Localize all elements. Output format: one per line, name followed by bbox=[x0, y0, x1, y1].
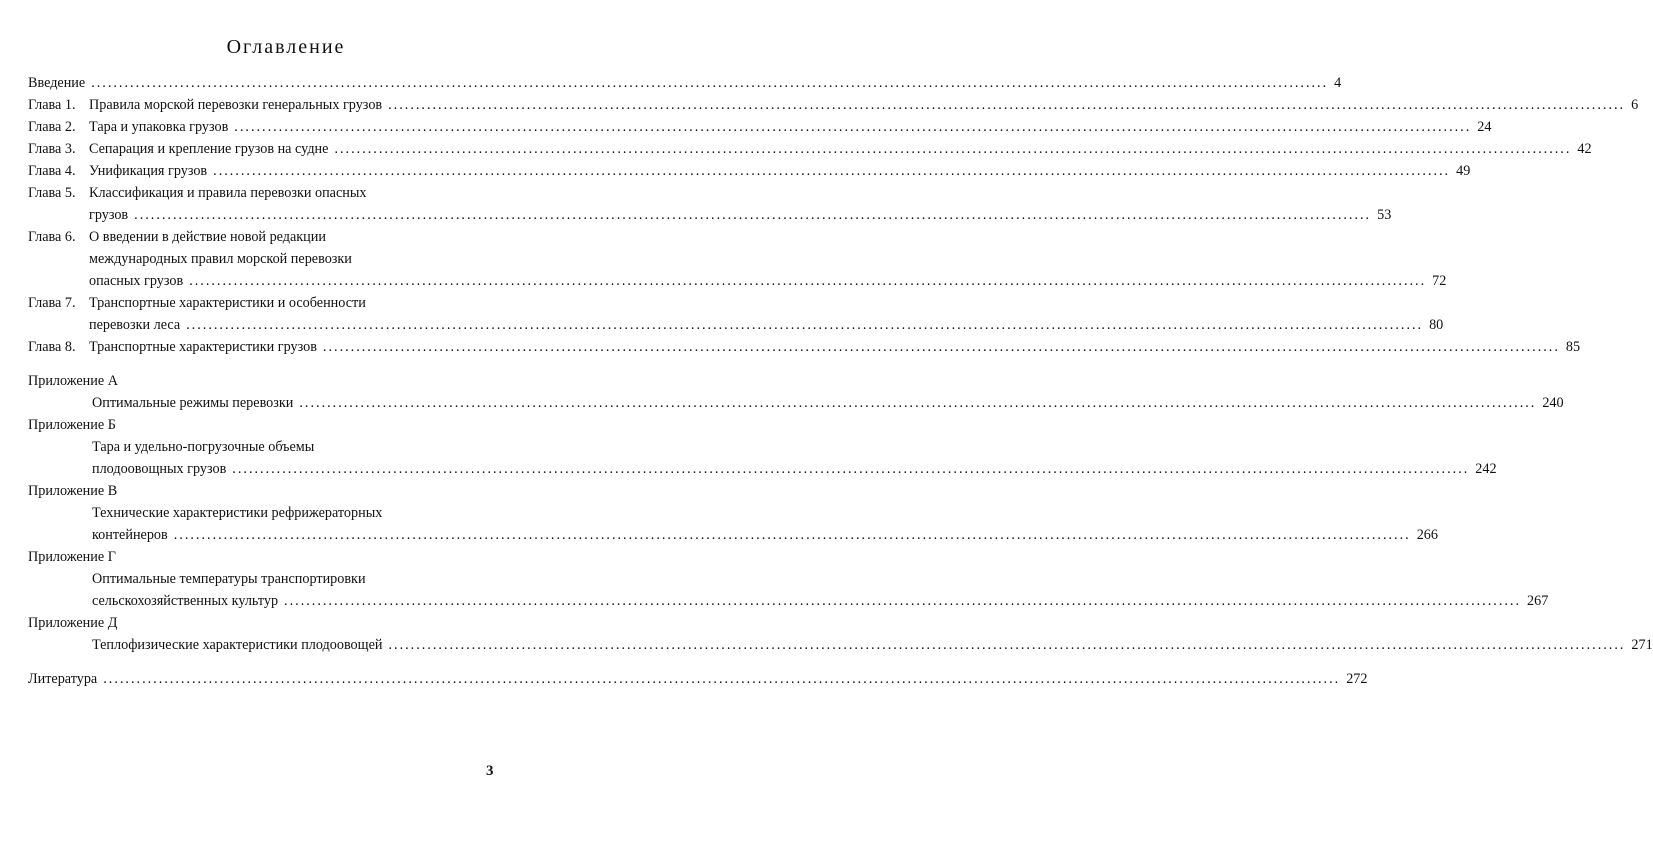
leader-dots bbox=[189, 270, 1426, 292]
toc-page-number: 271 bbox=[1631, 637, 1653, 653]
appendix-title-line: Оптимальные температуры транспортировки bbox=[92, 571, 366, 587]
appendix-label: Приложение В bbox=[28, 483, 118, 499]
chapter-title-line: перевозки леса bbox=[89, 317, 181, 333]
leader-dots bbox=[103, 668, 1340, 690]
leader-dots bbox=[323, 336, 1560, 358]
toc-page-number: 85 bbox=[1565, 339, 1581, 355]
page-number: 3 bbox=[486, 763, 494, 779]
toc-label: Литература bbox=[28, 671, 98, 687]
chapter-label: Глава 4. bbox=[28, 163, 76, 179]
toc-page-number: 242 bbox=[1475, 461, 1497, 477]
appendix-title: Оптимальные режимы перевозки bbox=[92, 395, 294, 411]
chapter-title-line: грузов bbox=[89, 207, 129, 223]
appendix-label: Приложение Б bbox=[28, 417, 116, 433]
toc-entry-chapter-2[interactable] bbox=[28, 116, 1492, 138]
chapter-label: Глава 3. bbox=[28, 141, 76, 157]
toc-page-number: 42 bbox=[1577, 141, 1592, 157]
chapter-title-line: О введении в действие новой редакции bbox=[89, 229, 326, 245]
appendix-title-line: сельскохозяйственных культур bbox=[92, 593, 279, 609]
chapter-title: Правила морской перевозки генеральных грузов bbox=[89, 97, 383, 113]
appendix-title-line: Технические характеристики рефрижераторных bbox=[92, 505, 383, 521]
toc-label: Введение bbox=[28, 75, 86, 91]
chapter-label: Глава 6. bbox=[28, 229, 76, 245]
toc-page-number: 4 bbox=[1334, 75, 1342, 91]
toc-entry-chapter-8[interactable] bbox=[28, 336, 1581, 358]
leader-dots bbox=[91, 72, 1328, 94]
toc-entry-appendix-v[interactable] bbox=[28, 480, 1438, 546]
toc-page-number: 266 bbox=[1416, 527, 1438, 543]
toc-page-number: 267 bbox=[1527, 593, 1549, 609]
chapter-title: Сепарация и крепление грузов на судне bbox=[89, 141, 329, 157]
chapter-label: Глава 8. bbox=[28, 339, 76, 355]
toc-entry-appendix-d[interactable] bbox=[28, 612, 1653, 656]
toc-entry-appendix-b[interactable] bbox=[28, 414, 1497, 480]
chapter-title-line: Классификация и правила перевозки опасных bbox=[89, 185, 367, 201]
toc-entry-intro[interactable] bbox=[28, 72, 1342, 94]
appendix-title: Теплофизические характеристики плодоовощей bbox=[92, 637, 383, 653]
chapter-title: Транспортные характеристики грузов bbox=[89, 339, 317, 355]
toc-page-number: 80 bbox=[1429, 317, 1444, 333]
leader-dots bbox=[388, 94, 1625, 116]
appendix-label: Приложение А bbox=[28, 373, 118, 389]
leader-dots bbox=[134, 204, 1371, 226]
leader-dots bbox=[213, 160, 1450, 182]
chapter-title-line: международных правил морской перевозки bbox=[89, 251, 352, 267]
toc-page-number: 53 bbox=[1377, 207, 1392, 223]
toc-page-number: 6 bbox=[1631, 97, 1639, 113]
leader-dots bbox=[334, 138, 1571, 160]
chapter-title-line: опасных грузов bbox=[89, 273, 184, 289]
appendix-title-line: контейнеров bbox=[92, 527, 168, 543]
leader-dots bbox=[232, 458, 1469, 480]
appendix-title-line: плодоовощных грузов bbox=[92, 461, 227, 477]
chapter-label: Глава 7. bbox=[28, 295, 76, 311]
appendix-label: Приложение Г bbox=[28, 549, 116, 565]
leader-dots bbox=[284, 590, 1521, 612]
toc-entry-chapter-7[interactable] bbox=[28, 292, 1444, 336]
toc-entry-chapter-6[interactable] bbox=[28, 226, 1447, 292]
toc-entry-literature[interactable] bbox=[28, 668, 1368, 690]
toc-page-number: 49 bbox=[1456, 163, 1471, 179]
chapter-title: Тара и упаковка грузов bbox=[89, 119, 229, 135]
chapter-label: Глава 2. bbox=[28, 119, 76, 135]
toc-entry-chapter-3[interactable] bbox=[28, 138, 1592, 160]
toc-entry-chapter-4[interactable] bbox=[28, 160, 1471, 182]
toc-page-number: 272 bbox=[1346, 671, 1368, 687]
toc-entry-chapter-5[interactable] bbox=[28, 182, 1392, 226]
toc-entry-appendix-g[interactable] bbox=[28, 546, 1549, 612]
appendix-label: Приложение Д bbox=[28, 615, 118, 631]
leader-dots bbox=[174, 524, 1411, 546]
leader-dots bbox=[186, 314, 1423, 336]
toc-entry-appendix-a[interactable] bbox=[28, 370, 1564, 414]
chapter-title-line: Транспортные характеристики и особенности bbox=[89, 295, 366, 311]
chapter-label: Глава 1. bbox=[28, 97, 76, 113]
appendix-title-line: Тара и удельно-погрузочные объемы bbox=[92, 439, 315, 455]
toc-page-number: 24 bbox=[1477, 119, 1492, 135]
chapter-title: Унификация грузов bbox=[89, 163, 208, 179]
table-of-contents bbox=[28, 72, 1653, 690]
leader-dots bbox=[388, 634, 1625, 656]
toc-entry-chapter-1[interactable] bbox=[28, 94, 1639, 116]
toc-page-number: 240 bbox=[1542, 395, 1564, 411]
toc-page-number: 72 bbox=[1432, 273, 1447, 289]
chapter-label: Глава 5. bbox=[28, 185, 76, 201]
leader-dots bbox=[234, 116, 1471, 138]
page-title: Оглавление bbox=[226, 36, 346, 58]
leader-dots bbox=[299, 392, 1536, 414]
